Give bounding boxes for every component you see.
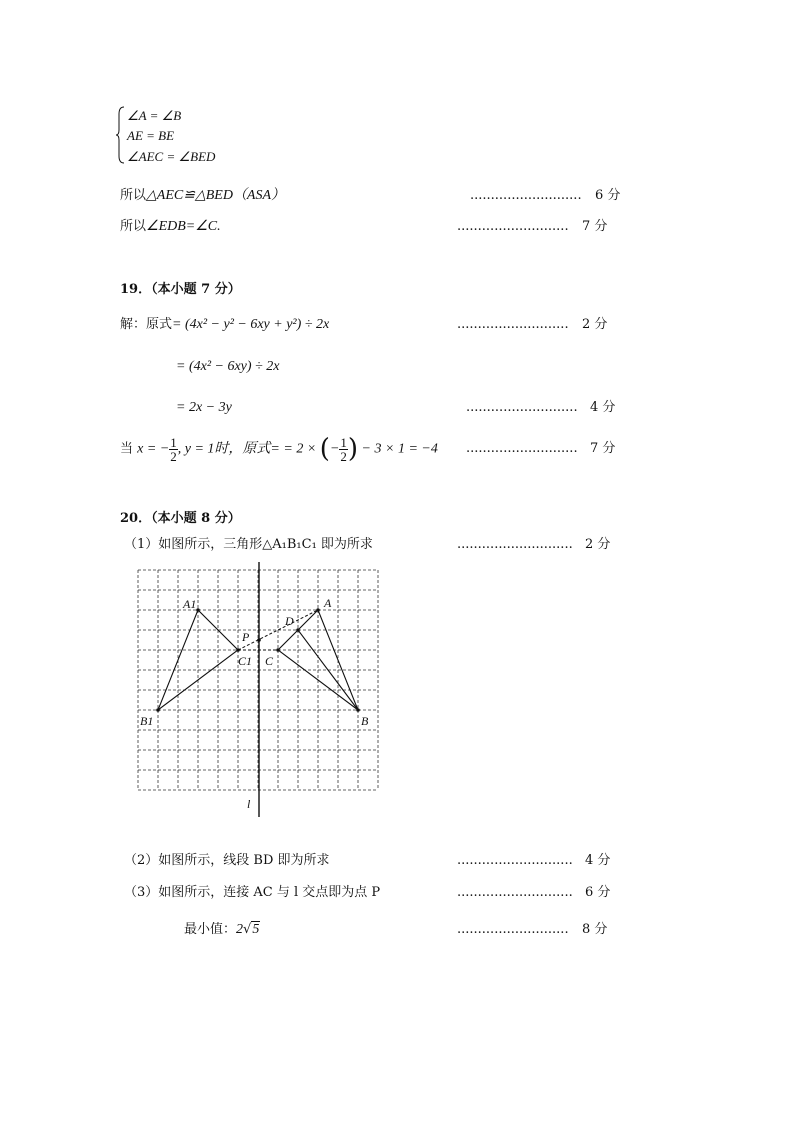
q19-step4-when: 当 <box>120 441 134 457</box>
dashed-grid <box>138 570 378 790</box>
left-brace <box>116 106 126 164</box>
q19-step1 <box>120 317 329 333</box>
q19-step4 <box>120 432 438 467</box>
label-d: D <box>285 614 294 628</box>
q20-part1-score: 2 分 <box>585 537 611 552</box>
congruence-prefix: 所以 <box>120 188 147 203</box>
point-c <box>276 648 280 652</box>
fraction-numerator: 1 <box>170 434 177 450</box>
q20-minimum-dots: ........................... <box>457 922 569 937</box>
congruence-line <box>120 188 285 204</box>
q20-title: （本小题 8 分） <box>151 511 241 526</box>
label-b: B <box>361 714 369 728</box>
q19-step4-y: , y = 1时，原式= = 2 × <box>177 441 320 457</box>
q19-step1-expr: = (4x² − y² − 6xy + y²) ÷ 2x <box>172 317 330 332</box>
q20-minimum-score: 8 分 <box>582 922 608 937</box>
q20-minimum <box>184 922 260 938</box>
q19-number: 19． <box>120 282 152 297</box>
point-a <box>316 608 320 612</box>
label-c: C <box>265 654 274 668</box>
q19-step3-score: 4 分 <box>590 400 616 415</box>
q19-step3-dots: ........................... <box>466 400 578 415</box>
q19-step4-fraction-2 <box>339 436 348 463</box>
angle-score: 7 分 <box>582 219 608 234</box>
point-d <box>296 628 300 632</box>
point-b <box>356 708 360 712</box>
q19-step1-score: 2 分 <box>582 317 608 332</box>
q19-step4-fraction-1 <box>169 436 178 463</box>
minimum-label: 最小值： <box>184 922 237 937</box>
point-p <box>257 638 261 642</box>
q20-part1-dots: ............................ <box>457 537 573 552</box>
q19-step4-inner-minus: − <box>329 441 340 457</box>
q19-step3: = 2x − 3y <box>176 400 232 415</box>
label-a: A <box>324 596 332 610</box>
right-paren: ) <box>347 434 359 464</box>
q20-part2-dots: ............................ <box>457 853 573 868</box>
label-l: l <box>247 797 251 811</box>
label-c1: C1 <box>238 654 253 668</box>
q20-part2: （2）如图所示，线段 BD 即为所求 <box>124 853 330 868</box>
q19-step4-tail: − 3 × 1 = −4 <box>358 441 438 457</box>
q19-step4-dots: ........................... <box>466 441 578 456</box>
angle-prefix: 所以 <box>120 219 147 234</box>
point-c1 <box>236 648 240 652</box>
q19-step1-dots: ........................... <box>457 317 569 332</box>
minimum-radicand: 5 <box>252 922 260 937</box>
q19-step1-label: 解：原式 <box>120 317 173 332</box>
congruence-statement: △AEC≌△BED（ASA） <box>146 188 286 203</box>
q20-part1: （1）如图所示，三角形△A₁B₁C₁ 即为所求 <box>124 537 373 552</box>
left-paren: ( <box>319 434 330 464</box>
q20-heading <box>120 511 241 527</box>
q20-part3-score: 6 分 <box>585 885 611 900</box>
angle-statement: ∠EDB=∠C. <box>146 219 221 234</box>
q19-step4-x: x = − <box>137 441 170 457</box>
q19-title: （本小题 7 分） <box>151 282 241 297</box>
system-line-3: ∠AEC = ∠BED <box>127 149 216 164</box>
angle-dots: ........................... <box>457 219 569 234</box>
point-a1 <box>196 608 200 612</box>
fraction-numerator: 1 <box>340 434 347 450</box>
q19-step4-score: 7 分 <box>590 441 616 456</box>
q20-part3-dots: ............................ <box>457 885 573 900</box>
grid-figure <box>120 560 390 820</box>
point-b1 <box>156 708 160 712</box>
q19-heading <box>120 282 241 298</box>
q20-number: 20． <box>120 511 152 526</box>
label-p: P <box>242 630 250 644</box>
q19-step2: = (4x² − 6xy) ÷ 2x <box>176 359 280 374</box>
sqrt-icon: √ <box>243 922 252 937</box>
fraction-denominator: 2 <box>170 448 177 464</box>
system-line-1: ∠A = ∠B <box>127 108 182 123</box>
angle-conclusion-line <box>120 219 221 235</box>
system-line-2: AE = BE <box>127 128 175 143</box>
label-a1: A1 <box>183 597 197 611</box>
label-b1: B1 <box>140 714 154 728</box>
congruence-score: 6 分 <box>595 188 621 203</box>
fraction-denominator: 2 <box>340 448 347 464</box>
q20-part3: （3）如图所示，连接 AC 与 l 交点即为点 P <box>124 885 381 900</box>
congruence-dots: ........................... <box>470 188 582 203</box>
q20-part2-score: 4 分 <box>585 853 611 868</box>
minimum-coef: 2 <box>236 922 244 937</box>
